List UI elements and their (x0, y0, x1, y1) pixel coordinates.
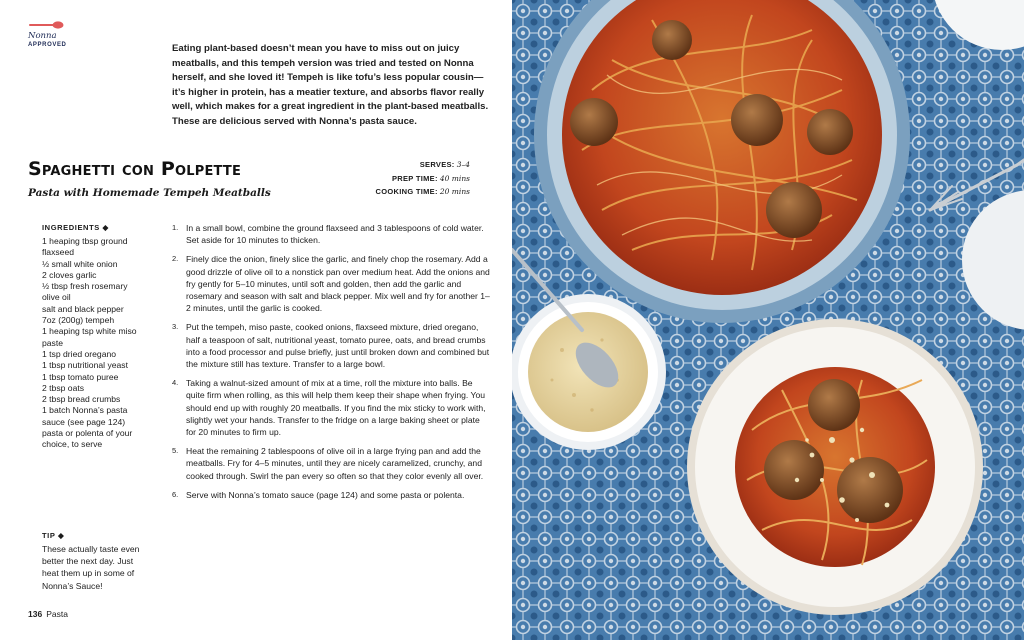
ingredient-item: 1 heaping tbsp ground flaxseed (42, 236, 128, 258)
meta-cooking-time: COOKING TIME: 20 mins (375, 187, 470, 196)
step-text: Put the tempeh, miso paste, cooked onions, flaxseed mixture, dried oregano, half a teaspoon of salt, nutritional yeast, tomato puree, oats, and bread crumbs into a food processor and pulse briefly, just until broken down and combined but the mixture still has texture. Transfer to a large bowl. (186, 322, 490, 370)
recipe-title: Spaghetti con Polpette (28, 158, 242, 180)
step-text: Heat the remaining 2 tablespoons of olive oil in a large frying pan and add the meatballs. Fry for 4–5 minutes, until they are nicely caramelized, crunchy, and cooked through. Swirl the pan every so often so that they color evenly all over. (186, 446, 484, 481)
step-text: In a small bowl, combine the ground flaxseed and 3 tablespoons of cold water. Set aside for 10 minutes to thicken. (186, 223, 484, 246)
method-step (172, 377, 490, 438)
step-number: 6. (172, 489, 179, 499)
method-step (172, 321, 490, 370)
meta-serves: SERVES: 3–4 (419, 160, 470, 169)
step-number: 2. (172, 254, 179, 264)
spaghetti-photo-illustration (512, 0, 1024, 640)
nonna-approved-badge (28, 20, 88, 49)
step-text: Taking a walnut-sized amount of mix at a time, roll the mixture into balls. Be quite firm when rolling, as this will help them keep their shape when frying. You should end up with roughly 20 meatballs. If you find the mix sticky to work with, slightly wet your hands. Transfer to the fridge on a large baking sheet or plate for 20 minutes to firm up. (186, 378, 486, 438)
recipe-meta (376, 158, 470, 199)
badge-line1: Nonna (28, 31, 57, 41)
ingredient-item: olive oil (42, 292, 71, 303)
method-step (172, 489, 490, 501)
ingredient-item: ½ small white onion (42, 258, 118, 269)
step-text: Serve with Nonna’s tomato sauce (page 124) and some pasta or polenta. (186, 489, 465, 500)
page-number: 136 (28, 609, 43, 619)
ingredient-item: 1 tbsp nutritional yeast (42, 360, 128, 371)
intro-text: Eating plant-based doesn’t mean you have to miss out on juicy meatballs, and this tempeh version was tried and tested on Nonna herself, and she loved it! Tempeh is like tofu’s less popular cousin—it’s higher in protein, has a meatier texture, and absorbs flavor really well, which makes for a great ingredient in the plant-based meatballs. These are delicious served with Nonna’s pasta sauce. (172, 43, 489, 127)
step-number: 3. (172, 322, 179, 332)
ingredient-item: ½ tbsp fresh rosemary (42, 281, 128, 292)
method-step (172, 253, 490, 314)
method-step (172, 445, 490, 482)
ingredient-item: 7oz (200g) tempeh (42, 315, 115, 326)
ingredient-item: pasta or polenta of your choice, to serve (42, 428, 133, 450)
food-photo (512, 0, 1024, 640)
method-steps (172, 222, 490, 508)
ingredient-item: 1 heaping tsp white miso paste (42, 326, 137, 348)
tip-text: These actually taste even better the next day. Just heat them up in some of Nonna’s Sauce! (42, 544, 140, 591)
ingredient-item: 1 tbsp tomato puree (42, 371, 119, 382)
step-number: 1. (172, 223, 179, 232)
step-text: Finely dice the onion, finely slice the garlic, and finely chop the rosemary. Add a good drizzle of olive oil to a nonstick pan over medium heat. Add the onions and fry gently for 5–10 minutes, until soft and golden, then add the garlic and rosemary and season with salt and black pepper. Mix well and fry for another 1–2 minutes, until the garlic is cooked. (186, 254, 490, 314)
step-number: 5. (172, 446, 179, 456)
badge-line2: APPROVED (28, 42, 67, 48)
page-footer (28, 609, 68, 619)
spoon-icon (28, 20, 64, 30)
ingredients-list (42, 236, 147, 451)
tip-heading: TIP ◆ (42, 531, 65, 540)
ingredient-item: 2 tbsp bread crumbs (42, 394, 121, 405)
ingredient-item: 1 batch Nonna’s pasta sauce (see page 124) (42, 405, 128, 427)
step-number: 4. (172, 378, 179, 388)
ingredient-item: 2 tbsp oats (42, 382, 85, 393)
ingredient-item: 2 cloves garlic (42, 269, 97, 280)
section-name: Pasta (46, 609, 68, 619)
meta-prep-time: PREP TIME: 40 mins (391, 173, 470, 183)
ingredient-item: 1 tsp dried oregano (42, 348, 117, 359)
method-step (172, 222, 490, 246)
ingredient-item: salt and black pepper (42, 303, 124, 314)
ingredients-heading: INGREDIENTS ◆ (42, 223, 109, 232)
recipe-subtitle: Pasta with Homemade Tempeh Meatballs (28, 187, 271, 199)
